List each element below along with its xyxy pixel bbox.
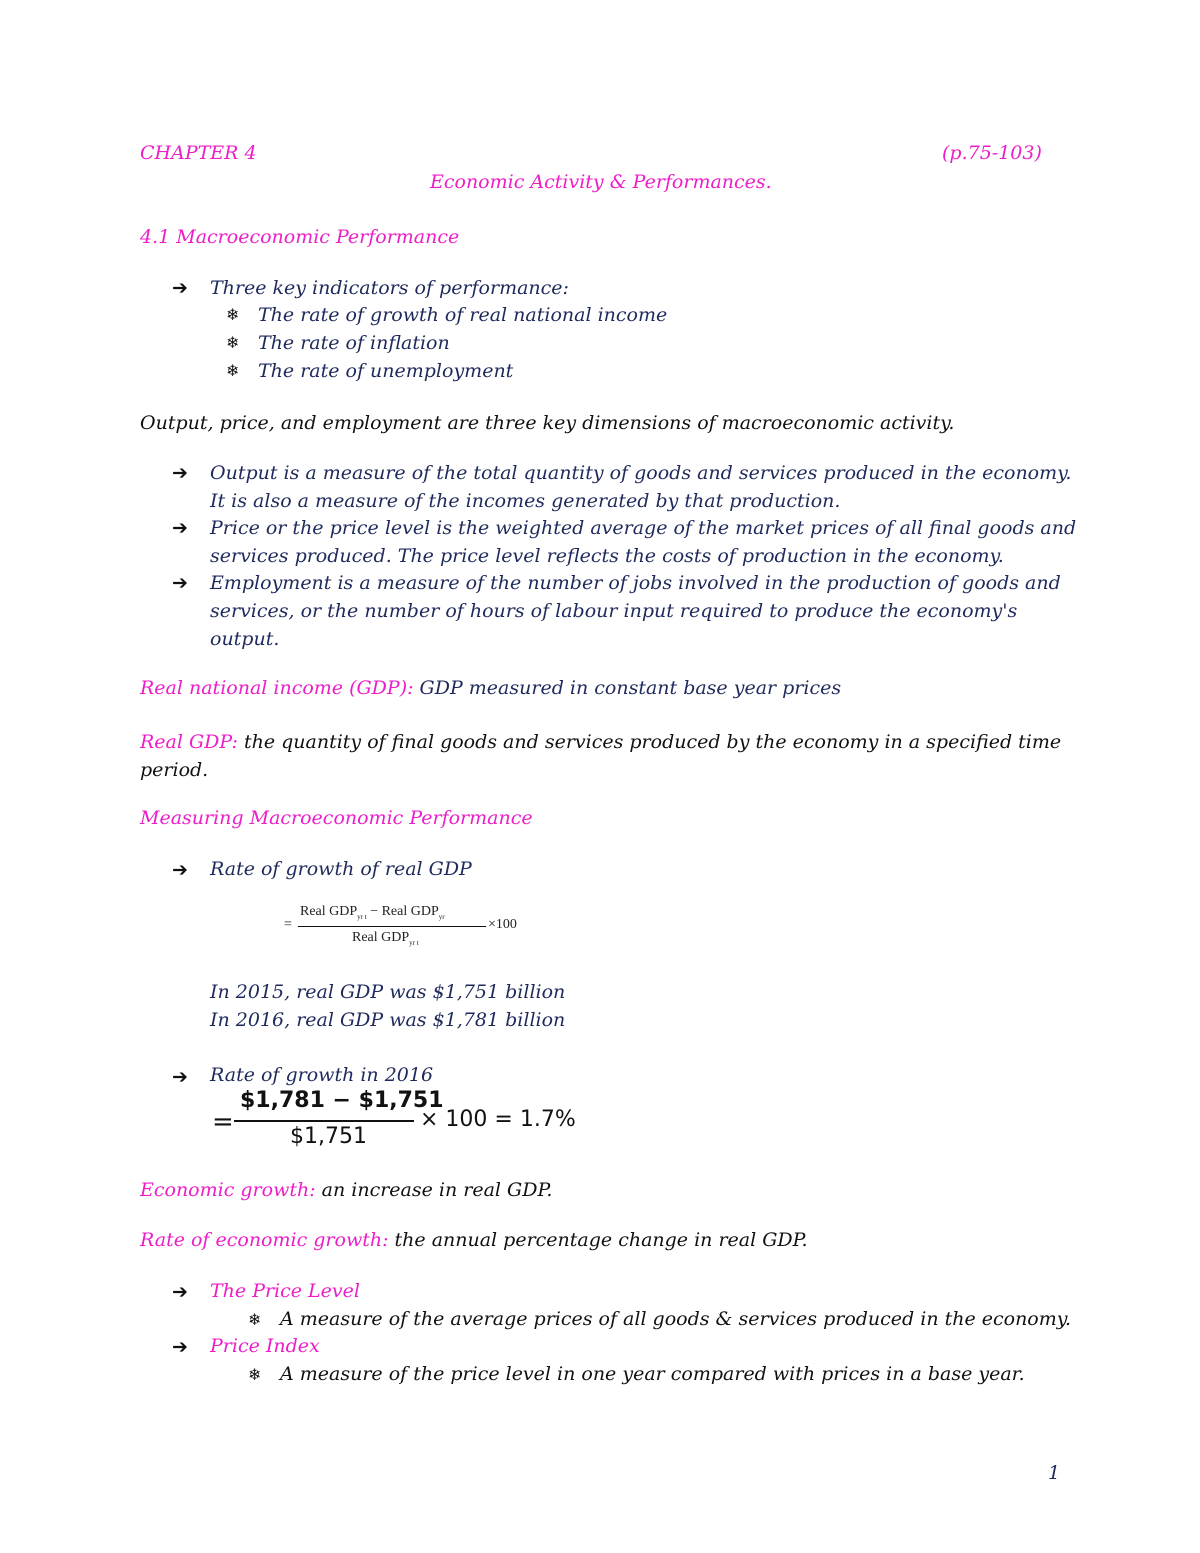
definition-text: the annual percentage change in real GDP.: [388, 1229, 808, 1251]
arrow-icon: ➔: [172, 859, 188, 881]
arrow-icon: ➔: [172, 1281, 188, 1303]
section-heading: 4.1 Macroeconomic Performance: [140, 226, 460, 248]
example-formula-equals: =: [212, 1107, 234, 1137]
definition-rate-economic-growth: [140, 1229, 808, 1251]
snowflake-bullet-icon: ❄: [226, 361, 240, 380]
arrow-icon: ➔: [172, 462, 188, 484]
page-number: 1: [1048, 1462, 1061, 1484]
formula-numerator: Real $GDP_{yr t}$ − Real $GDP_{yr}$: [300, 904, 445, 921]
price-level-desc: A measure of the average prices of all goods & services produced in the economy.: [280, 1308, 1072, 1330]
example-formula-result: × 100 = 1.7%: [420, 1107, 576, 1132]
indicator-item: The rate of unemployment: [258, 360, 514, 382]
definition-text: GDP measured in constant base year prices: [413, 677, 842, 699]
page-range: (p.75-103): [942, 142, 1042, 164]
arrow-icon: ➔: [172, 572, 188, 594]
dimension-price: Price or the price level is the weighted average of the market prices of all final goods and services produced. The price level reflects the costs of production in the economy.: [210, 517, 1077, 567]
arrow-icon: ➔: [172, 1336, 188, 1358]
dimension-output: Output is a measure of the total quantity of goods and services produced in the economy. It is also a measure of the incomes generated by that production.: [210, 462, 1072, 512]
indicator-item: The rate of inflation: [258, 332, 450, 354]
example-2016: In 2016, real GDP was $1,781 billion: [210, 1009, 566, 1031]
chapter-label: CHAPTER 4: [140, 142, 257, 164]
indicators-lead: Three key indicators of performance:: [210, 277, 569, 299]
definition-term: Economic growth:: [140, 1179, 316, 1201]
formula-fraction-bar: [298, 926, 486, 927]
price-level-label: The Price Level: [210, 1280, 360, 1302]
arrow-icon: ➔: [172, 517, 188, 539]
snowflake-bullet-icon: ❄: [226, 305, 240, 324]
growth-2016-item: Rate of growth in 2016: [210, 1064, 434, 1086]
formula-times: ×100: [488, 917, 517, 932]
snowflake-bullet-icon: ❄: [248, 1365, 262, 1384]
dimensions-sentence: Output, price, and employment are three key dimensions of macroeconomic activity.: [140, 412, 955, 434]
definition-term: Rate of economic growth:: [140, 1229, 389, 1251]
formula-equals: =: [284, 917, 292, 932]
example-2015: In 2015, real GDP was $1,751 billion: [210, 981, 566, 1003]
chapter-title: Economic Activity & Performances.: [430, 171, 772, 193]
arrow-icon: ➔: [172, 277, 188, 299]
definition-text: the quantity of final goods and services produced by the economy in a specified time period.: [140, 731, 1062, 781]
arrow-icon: ➔: [172, 1066, 188, 1088]
measuring-heading: Measuring Macroeconomic Performance: [140, 807, 533, 829]
definition-text: an increase in real GDP.: [315, 1179, 553, 1201]
example-formula-fraction-bar: [234, 1120, 414, 1122]
growth-item: Rate of growth of real GDP: [210, 858, 472, 880]
formula-denominator: Real $GDP_{yr t}$: [352, 930, 419, 947]
snowflake-bullet-icon: ❄: [248, 1310, 262, 1329]
definition-real-gdp: [140, 728, 1080, 784]
price-index-label: Price Index: [210, 1335, 320, 1357]
definition-term: Real national income (GDP):: [140, 677, 414, 699]
definition-real-national-income: [140, 677, 841, 699]
price-index-desc: A measure of the price level in one year compared with prices in a base year.: [280, 1363, 1025, 1385]
snowflake-bullet-icon: ❄: [226, 333, 240, 352]
indicator-item: The rate of growth of real national income: [258, 304, 668, 326]
example-formula-denominator: $1,751: [290, 1124, 367, 1149]
example-formula-numerator: $1,781 − $1,751: [240, 1088, 444, 1113]
definition-economic-growth: [140, 1179, 552, 1201]
definition-term: Real GDP:: [140, 731, 238, 753]
dimension-employment: Employment is a measure of the number of jobs involved in the production of goods and services, or the number of hours of labour input required to produce the economy's output.: [210, 572, 1061, 650]
